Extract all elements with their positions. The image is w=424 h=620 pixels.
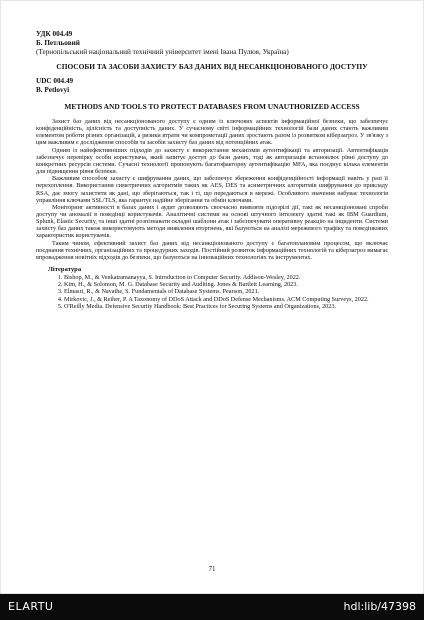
affiliation-ua: (Тернопільський національний технічний університет імені Івана Пулюя, Україна) bbox=[36, 47, 289, 56]
repository-footer-bar bbox=[0, 594, 424, 620]
reference-item: 3. Elmasri, R., & Navathe, S. Fundamentals of Database Systems. Pearson, 2021. bbox=[64, 288, 388, 295]
repository-name: ELARTU bbox=[8, 600, 54, 613]
author-ua: Б. Петльовий bbox=[36, 38, 80, 47]
udc-ua: УДК 004.49 bbox=[36, 30, 73, 38]
references-heading: Література bbox=[48, 266, 82, 274]
title-ua: СПОСОБИ ТА ЗАСОБИ ЗАХИСТУ БАЗ ДАНИХ ВІД НЕСАНКЦІОНОВАНОГО ДОСТУПУ bbox=[56, 62, 368, 72]
title-en: METHODS AND TOOLS TO PROTECT DATABASES FROM UNAUTHORIZED ACCESS bbox=[64, 101, 360, 111]
reference-item: 4. Mirkovic, J., & Reiher, P. A Taxonomy of DDoS Attack and DDoS Defense Mechanisms. ACM Computing Surveys, 2022. bbox=[64, 296, 388, 303]
udc-en: UDC 004.49 bbox=[36, 77, 74, 86]
page-content bbox=[36, 30, 388, 310]
reference-item: 5. O'Reilly Media. Defensive Security Handbook: Best Practices for Securing Systems and Organizations, 2023. bbox=[64, 303, 388, 310]
reference-item: 2. Kim, H., & Solomon, M. G. Database Security and Auditing. Jones & Bartlett Learning, 2023. bbox=[64, 281, 388, 288]
references-list bbox=[36, 274, 388, 310]
paragraph-monitoring: Моніторинг активності в базах даних і аудит дозволяють своєчасно виявляти підозрілі дії, такі як несанкціоновані спроби доступу чи аномалії в поведінці користувачів. Аналітичні системи на основі штучного інтелекту здатні такі як IBM Guardium, Splunk, Elastic Security, та інші здатні розпізнавати складні шаблони атак і забезпечувати оперативну реакцію на інциденти. Системи захисту баз даних також використовують методи виявлення вторгнень, які базуються на аналізі мережевого трафіку та поведінкових характеристик користувачів. bbox=[36, 203, 388, 240]
paragraph-conclusion: Таким чином, ефективний захист баз даних від несанкціонованого доступу є багатоплановим процесом, що включає поєднання технічних, організаційних та процедурних заходів. Постійний розвиток інформаційних технологій та кіберзагроз вимагає впровадження новітніх підходів до безпеки, що базуються на інноваційних технологіях та інструментах. bbox=[36, 239, 388, 261]
paragraph-encryption: Важливим способом захисту є шифрування даних, що забезпечує збереження конфіденційності інформації навіть у разі її перехоплення. Використання симетричних алгоритмів таких як AES, DES та асиметричних алгоритмів шифрування до прикладу RSA, дає змогу захистити як дані, що зберігаються, так і ті, що передаються в мережі. Особливого значення набуває технологія управління ключами SSL/TLS, яка гарантує надійне зберігання та обмін ключами. bbox=[36, 175, 388, 204]
handle-identifier: hdl:lib/47398 bbox=[343, 600, 416, 613]
author-en: B. Petlovyi bbox=[36, 86, 70, 95]
page-number: 71 bbox=[208, 565, 216, 573]
reference-item: 1. Bishop, M., & Venkatramanayya, S. Introduction to Computer Security. Addison-Wesley, 2022. bbox=[64, 274, 388, 281]
paragraph-authentication: Одним із найефективніших підходів до захисту є використання механізмів аутентифікації та авторизації. Автентифікація забезпечує перевірку особи користувача, який запитує доступ до бази даних, тоді як авторизація встановлює рівні доступу до конкретних ресурсів системи. Сучасні технології пропонують багатофакторну аутентифікацію MFA, яка поєднує кілька елементів для підвищення рівня безпеки. bbox=[36, 146, 388, 176]
paragraph-intro: Захист баз даних від несанкціонованого доступу є одним із ключових аспектів інформаційної безпеки, що забезпечує конфіденційність, цілісність та доступність даних. У сучасному світі інформаційних технологій бази даних стають важливим елементом роботи різних організацій, а ризики втрати чи компрометації даних зростають разом із розвитком кіберзагроз. У зв'язку з цим важливим є дослідження способів та засобів захисту баз даних від потенційних атак. bbox=[36, 117, 388, 147]
